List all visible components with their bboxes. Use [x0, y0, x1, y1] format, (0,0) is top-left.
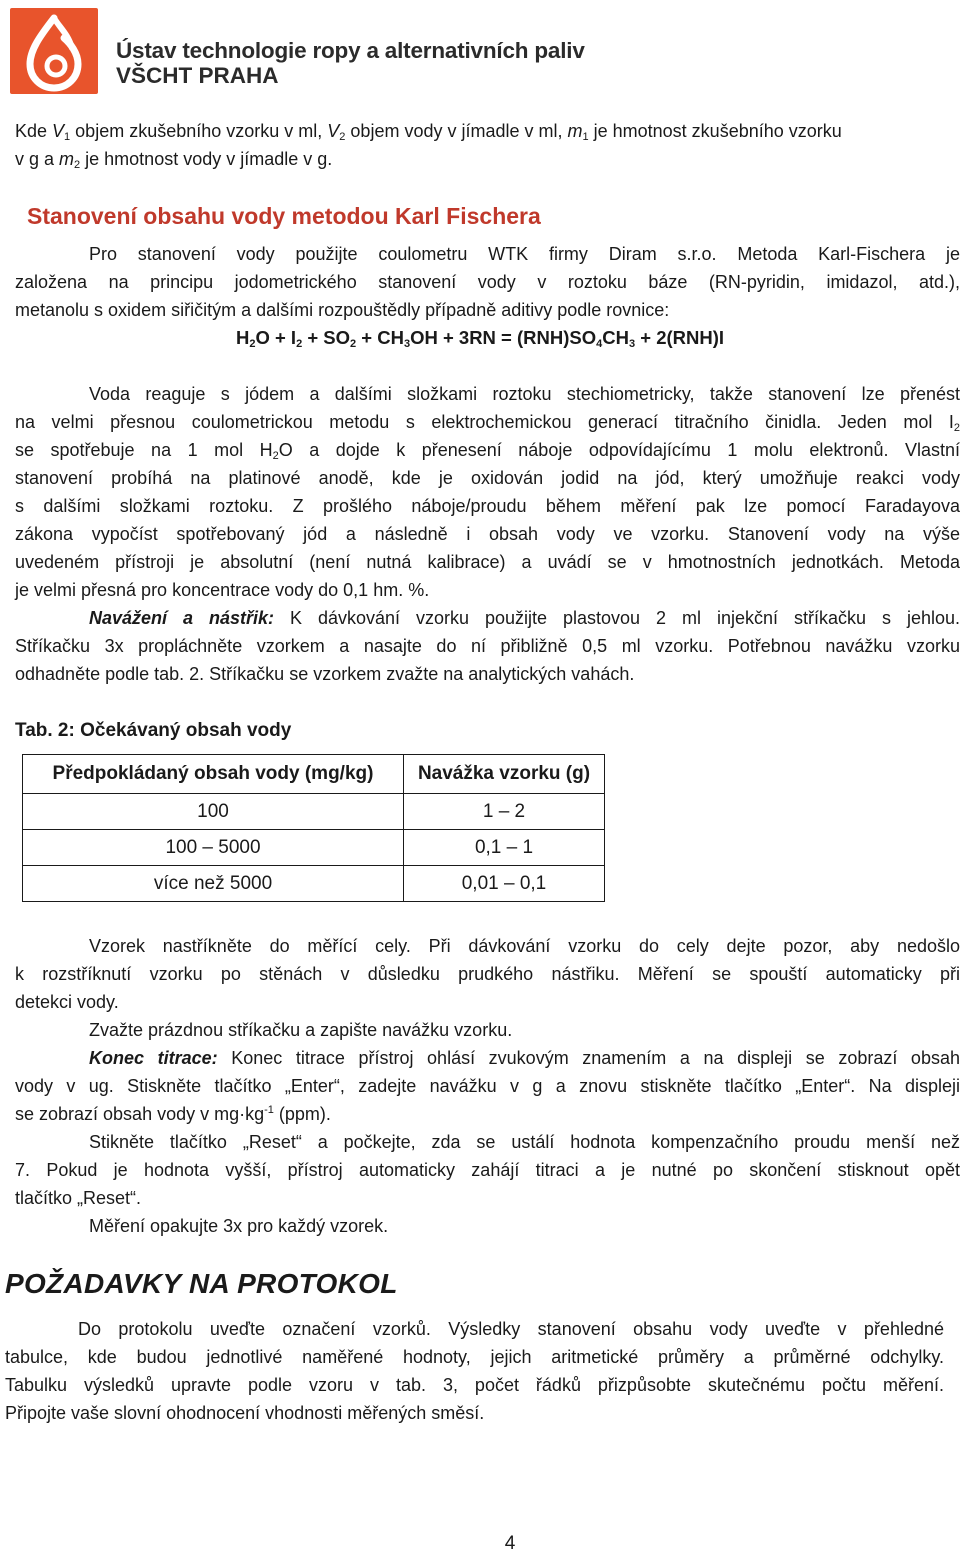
section-title: Stanovení obsahu vody metodou Karl Fischera — [27, 203, 541, 229]
water-content-table — [22, 754, 605, 902]
kf-equation: $H_2O + I_2 + SO_2 + CH_3OH + 3RN = (RNH)SO_4CH_3 + 2(RNH)I$ — [235, 327, 725, 350]
paragraph-7-line-1: Stikněte tlačítko „Reset“ a počkejte, zda se ustálí hodnota kompenzačního proudu menší než — [89, 1132, 960, 1152]
paragraph-6-line-3: se zobrazí obsah vody v $mg\cdot kg^{-1}$ (ppm). — [15, 1104, 331, 1124]
paragraph-2-line-2: na velmi přesnou coulometrickou metodu s elektrochemickou generací titračního činidla. Jeden mol $I_2$ — [15, 412, 960, 434]
table-cell: 0,01 – 0,1 — [404, 866, 605, 902]
protocol-heading: POŽADAVKY NA PROTOKOL — [5, 1268, 398, 1299]
drop-flask-logo-icon — [10, 8, 98, 94]
paragraph-6-line-1: Konec titrace: Konec titrace přístroj ohlásí zvukovým znamením a na displeji se zobrazí obsah — [89, 1048, 960, 1068]
table-cell: 100 — [23, 794, 404, 830]
protocol-line-3: Tabulku výsledků upravte podle vzoru v tab. 3, počet řádků přizpůsobte skutečnému počtu měření. — [5, 1375, 944, 1395]
protocol-line-1: Do protokolu uveďte označení vzorků. Výsledky stanovení obsahu vody uveďte v přehledné — [78, 1319, 944, 1339]
paragraph-2-line-6: zákona vypočíst spotřebovaný jód a následně i obsah vody ve vzorku. Stanovení vody na výše — [15, 524, 960, 544]
paragraph-4-line-2: k rozstříknutí vzorku po stěnách v důsledku prudkého nástřiku. Měření se spouští automaticky při — [15, 964, 960, 984]
institute-name: Ústav technologie ropy a alternativních paliv — [116, 38, 585, 63]
intro-line-2: v g a $m_2$ je hmotnost vody v jímadle v g. — [15, 149, 333, 171]
protocol-line-2: tabulce, kde budou jednotlivé naměřené hodnoty, jejich aritmetické průměry a průměrné odchylky. — [5, 1347, 944, 1367]
paragraph-1-line-2: založena na principu jodometrického stanovení vody v roztoku báze (RN-pyridin, imidazol, atd.), — [15, 272, 960, 292]
paragraph-7-line-2: 7. Pokud je hodnota vyšší, přístroj automaticky zahájí titraci a je nutné po skončení stisknout opět — [15, 1160, 960, 1180]
intro-line-1: Kde $V_1$ objem zkušebního vzorku v ml, $V_2$ objem vody v jímadle v ml, $m_1$ je hmotnost zkušebního vzorku — [15, 121, 842, 143]
paragraph-8: Měření opakujte 3x pro každý vzorek. — [89, 1216, 389, 1236]
table-header-cell: Předpokládaný obsah vody (mg/kg) — [23, 755, 404, 794]
paragraph-4-line-1: Vzorek nastříkněte do měřící cely. Při dávkování vzorku do cely dejte pozor, aby nedošlo — [89, 936, 960, 956]
paragraph-2-line-8: je velmi přesná pro koncentrace vody do 0,1 hm. %. — [15, 580, 430, 600]
page-number: 4 — [504, 1533, 516, 1554]
table-cell: více než 5000 — [23, 866, 404, 902]
paragraph-7-line-3: tlačítko „Reset“. — [15, 1188, 142, 1208]
table-header-row — [23, 755, 605, 794]
paragraph-1-line-1: Pro stanovení vody použijte coulometru WTK firmy Diram s.r.o. Metoda Karl-Fischera je — [89, 244, 960, 264]
table-row — [23, 830, 605, 866]
paragraph-1-line-3: metanolu s oxidem siřičitým a dalšími rozpouštědly případně aditivy podle rovnice: — [15, 300, 670, 320]
paragraph-2-line-1: Voda reaguje s jódem a dalšími složkami roztoku stechiometricky, takže stanovení lze přenést — [89, 384, 960, 404]
table-row — [23, 866, 605, 902]
paragraph-2-line-4: stanovení probíhá na platinové anodě, kde je oxidován jodid na jód, který umožňuje reakci vody — [15, 468, 960, 488]
paragraph-2-line-7: uvedeném přístroji je absolutní (není nutná kalibrace) a uvádí se v hmotnostních jednotkách. Metoda — [15, 552, 960, 572]
school-name: VŠCHT PRAHA — [116, 63, 279, 88]
table-cell: 0,1 – 1 — [404, 830, 605, 866]
table-cell: 100 – 5000 — [23, 830, 404, 866]
table-row — [23, 794, 605, 830]
table-caption: Tab. 2: Očekávaný obsah vody — [15, 720, 292, 741]
table-header-cell: Navážka vzorku (g) — [404, 755, 605, 794]
paragraph-4-line-3: detekci vody. — [15, 992, 119, 1012]
paragraph-3-line-2: Stříkačku 3x propláchněte vzorkem a nasajte do ní přibližně 0,5 ml vzorku. Potřebnou navážku vzorku — [15, 636, 960, 656]
protocol-line-4: Připojte vaše slovní ohodnocení vhodnosti měřených směsí. — [5, 1403, 485, 1423]
institute-logo — [10, 8, 98, 94]
paragraph-5: Zvažte prázdnou stříkačku a zapište navážku vzorku. — [89, 1020, 513, 1040]
paragraph-3-line-3: odhadněte podle tab. 2. Stříkačku se vzorkem zvažte na analytických vahách. — [15, 664, 635, 684]
table-cell: 1 – 2 — [404, 794, 605, 830]
paragraph-2-line-3: se spotřebuje na 1 mol $H_2O$ a dojde k přenesení náboje odpovídajícímu 1 molu elektronů. Vlastní — [15, 440, 960, 462]
paragraph-2-line-5: s dalšími složkami roztoku. Z prošlého náboje/proudu během měření pak lze pomocí Faradayova — [15, 496, 960, 516]
paragraph-6-line-2: vody v ug. Stiskněte tlačítko „Enter“, zadejte navážku v g a znovu stiskněte tlačítko „Enter“. Na displeji — [15, 1076, 960, 1096]
paragraph-3-line-1: Navážení a nástřik: K dávkování vzorku použijte plastovou 2 ml injekční stříkačku s jehlou. — [89, 608, 960, 628]
